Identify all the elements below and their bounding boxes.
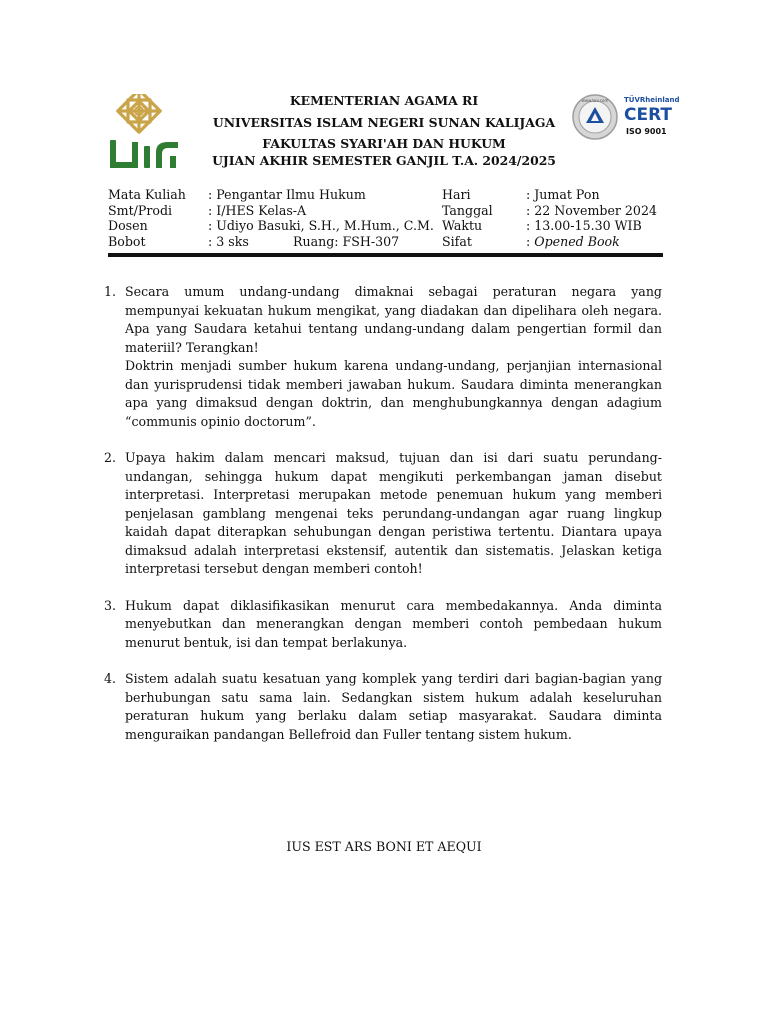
question-text: Secara umum undang-undang dimaknai sebagai peraturan negara yang mempunyai kekuatan hukum mengikat, yang diadakan dan dipelihara oleh negara. Apa yang Saudara ketahui tentang undang-undang dalam pengertian formil dan materiil? Terangkan!: [125, 284, 662, 355]
info-row: [108, 187, 663, 203]
info-label: Waktu: [442, 218, 483, 233]
info-label: Dosen: [108, 218, 148, 233]
info-value: : Pengantar Ilmu Hukum: [208, 187, 366, 202]
exam-header: [108, 92, 678, 172]
question-number: 4.: [104, 671, 117, 686]
university-title: UNIVERSITAS ISLAM NEGERI SUNAN KALIJAGA: [212, 115, 556, 130]
svg-text:CERT: CERT: [624, 105, 673, 125]
question-item: [104, 597, 662, 653]
info-label: Tanggal: [442, 202, 493, 218]
info-row: [108, 203, 663, 219]
info-label: Smt/Prodi: [108, 202, 173, 218]
info-value: : 22 November 2024: [526, 202, 657, 218]
tuv-cert-badge-icon: [572, 94, 682, 140]
question-number: 3.: [104, 597, 117, 613]
header-divider: [108, 253, 663, 257]
institution-titles: [188, 92, 580, 169]
question-item: [104, 283, 662, 431]
info-label: Mata Kuliah: [108, 187, 186, 202]
question-number: 2.: [104, 450, 117, 465]
svg-text:ISO 9001: ISO 9001: [626, 127, 667, 136]
faculty-title: FAKULTAS SYARI'AH DAN HUKUM: [262, 136, 506, 151]
exam-info-table: [108, 187, 663, 249]
question-number: 1.: [104, 284, 117, 299]
question-item: [104, 449, 662, 579]
question-item: [104, 670, 662, 744]
info-row: [108, 234, 663, 250]
info-value: : Udiyo Basuki, S.H., M.Hum., C.M.: [208, 218, 434, 233]
info-value: : Jumat Pon: [526, 187, 600, 202]
question-text: Upaya hakim dalam mencari maksud, tujuan dan isi dari suatu perundang-undangan, sehingga hukum dapat mengikuti perkembangan jaman disebut interpretasi. Interpretasi merupakan metode penemuan hukum yang memberi penjelasan gamblang mengenai teks perundang-undangan agar ruang lingkup kaidah dapat diterapkan sehubungan dengan peristiwa tertentu. Diantara upaya dimaksud adalah interpretasi ekstensif, autentik dan sistematis. Jelaskan ketiga interpretasi tersebut dengan memberi contoh!: [125, 450, 662, 576]
uin-logo-icon: [108, 94, 184, 170]
footer-motto: IUS EST ARS BONI ET AEQUI: [286, 839, 482, 854]
info-label: Hari: [442, 187, 471, 202]
exam-mode-value: Opened Book: [534, 233, 620, 249]
svg-text:TÜVRheinland: TÜVRheinland: [624, 96, 680, 104]
svg-text:www.tuv.com: www.tuv.com: [581, 98, 609, 103]
question-text: Hukum dapat diklasifikasikan menurut cara membedakannya. Anda diminta menyebutkan dan menerangkan dengan memberi contoh pembedaan hukum menurut bentuk, isi dan tempat berlakunya.: [125, 597, 662, 650]
exam-title: UJIAN AKHIR SEMESTER GANJIL T.A. 2024/2025: [212, 153, 556, 168]
info-row: [108, 218, 663, 234]
info-value: : 13.00-15.30 WIB: [526, 218, 642, 233]
info-value: : I/HES Kelas-A: [208, 202, 307, 218]
ministry-title: KEMENTERIAN AGAMA RI: [289, 93, 479, 108]
info-value-prefix: :: [526, 233, 535, 249]
info-value: [526, 234, 620, 250]
question-text: Doktrin menjadi sumber hukum karena undang-undang, perjanjian internasional dan yurisprudensi tidak memberi jawaban hukum. Saudara diminta menerangkan apa yang dimaksud dengan doktrin, dan menghubungkannya dengan adagium “communis opinio doctorum”.: [125, 358, 662, 429]
info-value: : 3 sks: [208, 233, 249, 249]
info-label: Sifat: [442, 233, 472, 249]
question-text: Sistem adalah suatu kesatuan yang komplek yang terdiri dari bagian-bagian yang berhubungan satu sama lain. Sedangkan sistem hukum adalah keseluruhan peraturan hukum yang berlaku dalam setiap masyarakat. Saudara diminta menguraikan pandangan Bellefroid dan Fuller tentang sistem hukum.: [125, 671, 662, 742]
room-value: Ruang: FSH-307: [293, 233, 400, 249]
question-list: [104, 283, 662, 762]
info-label: Bobot: [108, 233, 146, 249]
